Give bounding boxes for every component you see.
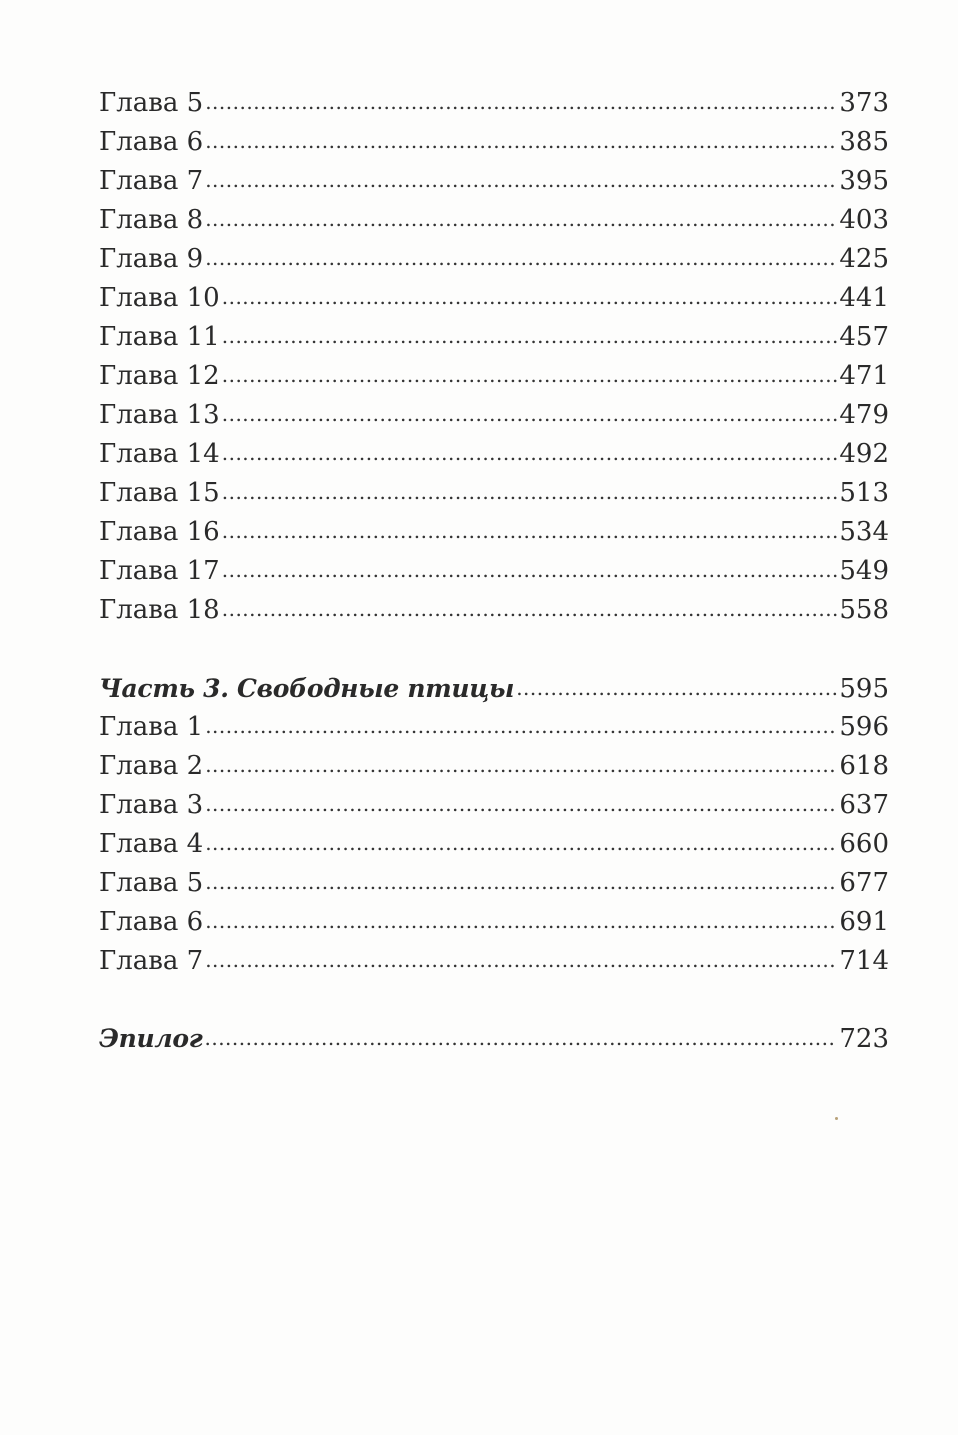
toc-entry [99,786,889,825]
toc-entry [99,903,889,942]
entry-page-number: 691 [839,907,889,937]
dot-leader [205,746,837,785]
entry-label: Глава 18 [99,595,220,625]
entry-label: Глава 4 [99,829,204,859]
toc-entry [99,162,889,201]
entry-label: Глава 11 [99,322,220,352]
dot-leader [204,1019,837,1058]
entry-label: Глава 8 [99,205,204,235]
entry-page-number: 403 [839,205,889,235]
toc-entry [99,513,889,552]
dot-leader [222,395,838,434]
toc-entry [99,552,889,591]
toc-entry [99,123,889,162]
entry-label: Глава 10 [99,283,220,313]
dot-leader [205,941,837,980]
toc-entry [99,279,889,318]
dot-leader [205,707,837,746]
entry-page-number: 677 [839,868,889,898]
dot-leader [222,356,838,395]
dot-leader [222,317,838,356]
entry-page-number: 513 [839,478,889,508]
entry-page-number: 471 [839,361,889,391]
toc-entry [99,864,889,903]
toc-entry [99,747,889,786]
toc-part-heading [99,669,889,708]
entry-page-number: 618 [839,751,889,781]
toc-entry [99,591,889,630]
entry-label: Глава 9 [99,244,204,274]
entry-page-number: 395 [839,166,889,196]
entry-page-number: 534 [839,517,889,547]
entry-label: Глава 2 [99,751,204,781]
toc-entry [99,396,889,435]
entry-label: Глава 16 [99,517,220,547]
entry-page-number: 479 [839,400,889,430]
entry-page-number: 441 [839,283,889,313]
toc-entry [99,84,889,123]
entry-label: Глава 6 [99,127,204,157]
entry-page-number: 660 [839,829,889,859]
entry-label: Глава 13 [99,400,220,430]
toc-entry [99,474,889,513]
toc-epilogue [99,1019,889,1058]
toc-entry [99,201,889,240]
epilogue-page-number: 723 [839,1024,889,1054]
entry-label: Глава 17 [99,556,220,586]
entry-page-number: 425 [839,244,889,274]
entry-label: Глава 7 [99,166,204,196]
entry-label: Глава 15 [99,478,220,508]
dot-leader [222,590,838,629]
entry-page-number: 549 [839,556,889,586]
entry-label: Глава 5 [99,88,204,118]
entry-page-number: 492 [839,439,889,469]
entry-page-number: 373 [839,88,889,118]
entry-page-number: 385 [839,127,889,157]
part-page-number: 595 [839,674,889,704]
entry-label: Глава 14 [99,439,220,469]
toc-entry [99,240,889,279]
part-title: Часть 3. Свободные птицы [99,674,515,703]
dot-leader [222,473,838,512]
dot-leader [516,669,837,708]
entry-page-number: 596 [839,712,889,742]
entry-label: Глава 7 [99,946,204,976]
epilogue-title: Эпилог [99,1024,203,1053]
toc-entry [99,708,889,747]
paper-speck [835,1117,838,1120]
dot-leader [205,239,837,278]
dot-leader [205,122,837,161]
dot-leader [222,551,838,590]
dot-leader [222,278,838,317]
entry-page-number: 558 [839,595,889,625]
dot-leader [222,434,838,473]
entry-page-number: 714 [839,946,889,976]
dot-leader [205,200,837,239]
entry-label: Глава 5 [99,868,204,898]
entry-page-number: 637 [839,790,889,820]
entry-label: Глава 6 [99,907,204,937]
toc-entry [99,318,889,357]
toc-entry [99,942,889,981]
toc-entry [99,357,889,396]
dot-leader [205,83,837,122]
entry-label: Глава 3 [99,790,204,820]
dot-leader [205,863,837,902]
dot-leader [205,902,837,941]
dot-leader [205,161,837,200]
dot-leader [205,785,837,824]
entry-page-number: 457 [839,322,889,352]
entry-label: Глава 12 [99,361,220,391]
toc-entry [99,435,889,474]
toc-entry [99,825,889,864]
entry-label: Глава 1 [99,712,204,742]
table-of-contents [99,84,889,1058]
dot-leader [222,512,838,551]
dot-leader [205,824,837,863]
